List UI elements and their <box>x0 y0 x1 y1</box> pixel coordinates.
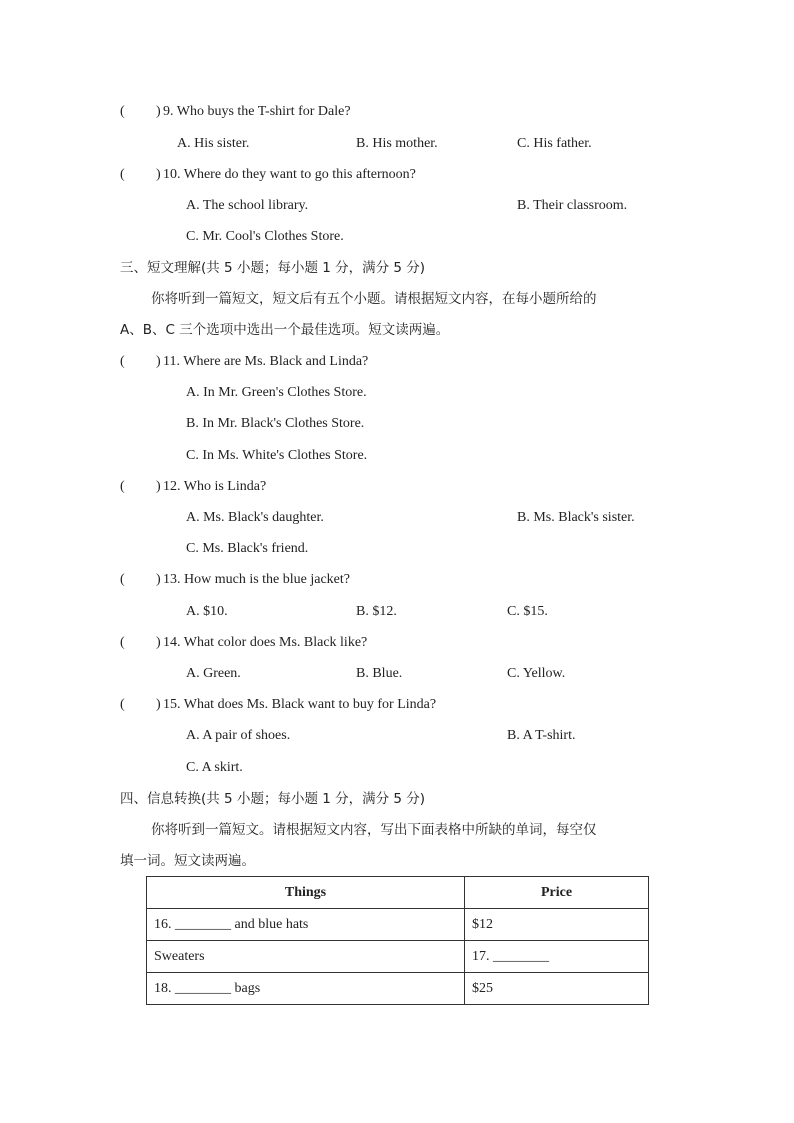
answer-paren-close: ) <box>156 104 161 119</box>
option-b: B. A T-shirt. <box>507 728 576 743</box>
table-cell-price: $25 <box>465 973 649 1005</box>
question-text: 12. Who is Linda? <box>163 479 267 494</box>
option-a: A. In Mr. Green's Clothes Store. <box>186 385 367 400</box>
info-table <box>146 876 649 1005</box>
answer-paren-open: ( <box>120 635 125 650</box>
section-instructions-line2: A、B、C 三个选项中选出一个最佳选项。短文读两遍。 <box>120 322 450 338</box>
section-instructions-line1: 你将听到一篇短文。请根据短文内容，写出下面表格中所缺的单词，每空仅 <box>151 822 597 838</box>
option-c: C. A skirt. <box>186 760 243 775</box>
section-heading: 三、短文理解(共 5 小题；每小题 1 分，满分 5 分) <box>120 260 426 276</box>
table-row <box>147 941 649 973</box>
column-header-things: Things <box>147 877 465 909</box>
section-instructions-line1: 你将听到一篇短文，短文后有五个小题。请根据短文内容，在每小题所给的 <box>151 291 597 307</box>
question-text: 13. How much is the blue jacket? <box>163 572 351 587</box>
option-a: A. $10. <box>186 604 228 619</box>
question-text: 14. What color does Ms. Black like? <box>163 635 368 650</box>
answer-paren-close: ) <box>156 635 161 650</box>
table-cell-price: 17. ________ <box>465 941 649 973</box>
answer-paren-close: ) <box>156 354 161 369</box>
answer-paren-close: ) <box>156 479 161 494</box>
option-c: C. Yellow. <box>507 666 566 681</box>
answer-paren-open: ( <box>120 354 125 369</box>
answer-paren-open: ( <box>120 572 125 587</box>
table-cell-things: 16. ________ and blue hats <box>147 909 465 941</box>
table-header-row <box>147 877 649 909</box>
answer-paren-close: ) <box>156 167 161 182</box>
option-c: C. His father. <box>517 136 592 151</box>
section-instructions-line2: 填一词。短文读两遍。 <box>120 853 255 869</box>
option-b: B. His mother. <box>356 136 438 151</box>
option-b: B. Ms. Black's sister. <box>517 510 635 525</box>
answer-paren-open: ( <box>120 104 125 119</box>
question-text: 10. Where do they want to go this afternoon? <box>163 167 416 182</box>
section-heading: 四、信息转换(共 5 小题；每小题 1 分，满分 5 分) <box>120 791 426 807</box>
answer-paren-open: ( <box>120 697 125 712</box>
question-text: 11. Where are Ms. Black and Linda? <box>163 354 369 369</box>
table-cell-things: 18. ________ bags <box>147 973 465 1005</box>
column-header-price: Price <box>465 877 649 909</box>
table-cell-things: Sweaters <box>147 941 465 973</box>
answer-paren-open: ( <box>120 167 125 182</box>
option-b: B. Their classroom. <box>517 198 628 213</box>
answer-paren-close: ) <box>156 572 161 587</box>
option-a: A. His sister. <box>177 136 250 151</box>
table-cell-price: $12 <box>465 909 649 941</box>
answer-paren-open: ( <box>120 479 125 494</box>
option-c: C. In Ms. White's Clothes Store. <box>186 448 368 463</box>
option-a: A. Green. <box>186 666 241 681</box>
option-b: B. $12. <box>356 604 397 619</box>
answer-paren-close: ) <box>156 697 161 712</box>
option-c: C. Mr. Cool's Clothes Store. <box>186 229 344 244</box>
question-text: 15. What does Ms. Black want to buy for Linda? <box>163 697 437 712</box>
option-a: A. Ms. Black's daughter. <box>186 510 324 525</box>
option-a: A. The school library. <box>186 198 309 213</box>
option-c: C. $15. <box>507 604 548 619</box>
table-row <box>147 909 649 941</box>
question-text: 9. Who buys the T-shirt for Dale? <box>163 104 351 119</box>
option-b: B. Blue. <box>356 666 403 681</box>
option-b: B. In Mr. Black's Clothes Store. <box>186 416 365 431</box>
option-c: C. Ms. Black's friend. <box>186 541 309 556</box>
table-row <box>147 973 649 1005</box>
option-a: A. A pair of shoes. <box>186 728 291 743</box>
